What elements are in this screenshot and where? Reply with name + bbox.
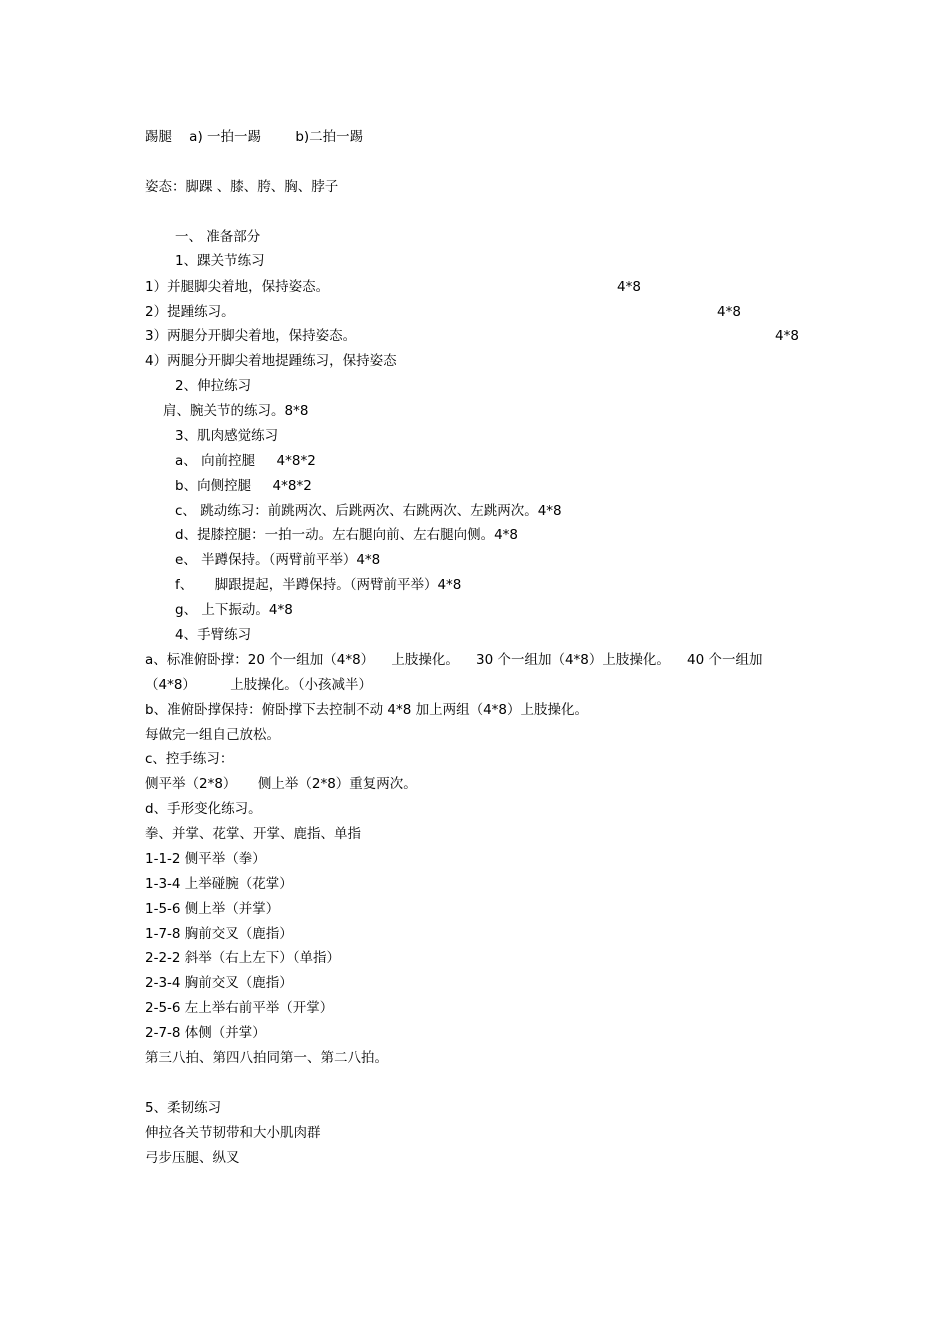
hand-shapes: 拳、并掌、花掌、开掌、鹿指、单指 xyxy=(145,826,361,842)
item-1-count: 4*8 xyxy=(617,279,641,295)
step-2-5-6: 2-5-6 左上举右前平举（开掌） xyxy=(145,1000,334,1016)
item-e: e、 半蹲保持。（两臂前平举）4*8 xyxy=(175,552,381,568)
item-c: c、 跳动练习：前跳两次、后跳两次、右跳两次、左跳两次。4*8 xyxy=(175,503,562,519)
step-2-2-2: 2-2-2 斜举（右上左下）（单指） xyxy=(145,950,341,966)
line-posture: 姿态：脚踝 、膝、胯、胸、脖子 xyxy=(145,179,339,195)
line-kick: 踢腿 a) 一拍一踢 b)二拍一踢 xyxy=(145,129,364,145)
item-b: b、向侧控腿 4*8*2 xyxy=(175,478,312,494)
item-3-count: 4*8 xyxy=(775,328,799,344)
arm-c-detail: 侧平举（2*8） 侧上举（2*8）重复两次。 xyxy=(145,776,417,792)
flex-line-1: 伸拉各关节韧带和大小肌肉群 xyxy=(145,1125,321,1141)
step-1-1-2: 1-1-2 侧平举（拳） xyxy=(145,851,266,867)
step-2-7-8: 2-7-8 体侧（并掌） xyxy=(145,1025,266,1041)
arm-c: c、控手练习： xyxy=(145,751,234,767)
subheading-arm: 4、手臂练习 xyxy=(175,627,252,643)
subheading-muscle: 3、肌肉感觉练习 xyxy=(175,428,279,444)
arm-relax: 每做完一组自己放松。 xyxy=(145,727,280,743)
subheading-stretch: 2、伸拉练习 xyxy=(175,378,252,394)
step-repeat-note: 第三八拍、第四八拍同第一、第二八拍。 xyxy=(145,1050,388,1066)
item-3: 3）两腿分开脚尖着地，保持姿态。 xyxy=(145,328,357,344)
step-1-7-8: 1-7-8 胸前交叉（鹿指） xyxy=(145,926,293,942)
item-2: 2）提踵练习。 xyxy=(145,304,235,320)
item-a: a、 向前控腿 4*8*2 xyxy=(175,453,316,469)
step-2-3-4: 2-3-4 胸前交叉（鹿指） xyxy=(145,975,293,991)
subheading-flexibility: 5、柔韧练习 xyxy=(145,1100,222,1116)
arm-a: a、标准俯卧撑：20 个一组加（4*8） 上肢操化。 30 个一组加（4*8）上肢操化。 40 个一组加 xyxy=(145,652,763,668)
item-4: 4）两腿分开脚尖着地提踵练习，保持姿态 xyxy=(145,353,397,369)
step-1-3-4: 1-3-4 上举碰腕（花掌） xyxy=(145,876,293,892)
arm-b: b、准俯卧撑保持：俯卧撑下去控制不动 4*8 加上两组（4*8）上肢操化。 xyxy=(145,702,589,718)
item-2-count: 4*8 xyxy=(717,304,741,320)
flex-line-2: 弓步压腿、纵叉 xyxy=(145,1150,240,1166)
item-d: d、提膝控腿：一拍一动。左右腿向前、左右腿向侧。4*8 xyxy=(175,527,518,543)
line-shoulder: 肩、腕关节的练习。8*8 xyxy=(163,403,309,419)
section-heading-preparation: 一、 准备部分 xyxy=(175,229,261,245)
item-1: 1）并腿脚尖着地，保持姿态。 xyxy=(145,279,330,295)
item-g: g、 上下振动。4*8 xyxy=(175,602,293,618)
arm-d: d、手形变化练习。 xyxy=(145,801,262,817)
item-f: f、 脚跟提起，半蹲保持。（两臂前平举）4*8 xyxy=(175,577,462,593)
arm-a-cont: （4*8） 上肢操化。（小孩减半） xyxy=(145,677,373,693)
subheading-ankle: 1、踝关节练习 xyxy=(175,253,265,269)
step-1-5-6: 1-5-6 侧上举（并掌） xyxy=(145,901,280,917)
